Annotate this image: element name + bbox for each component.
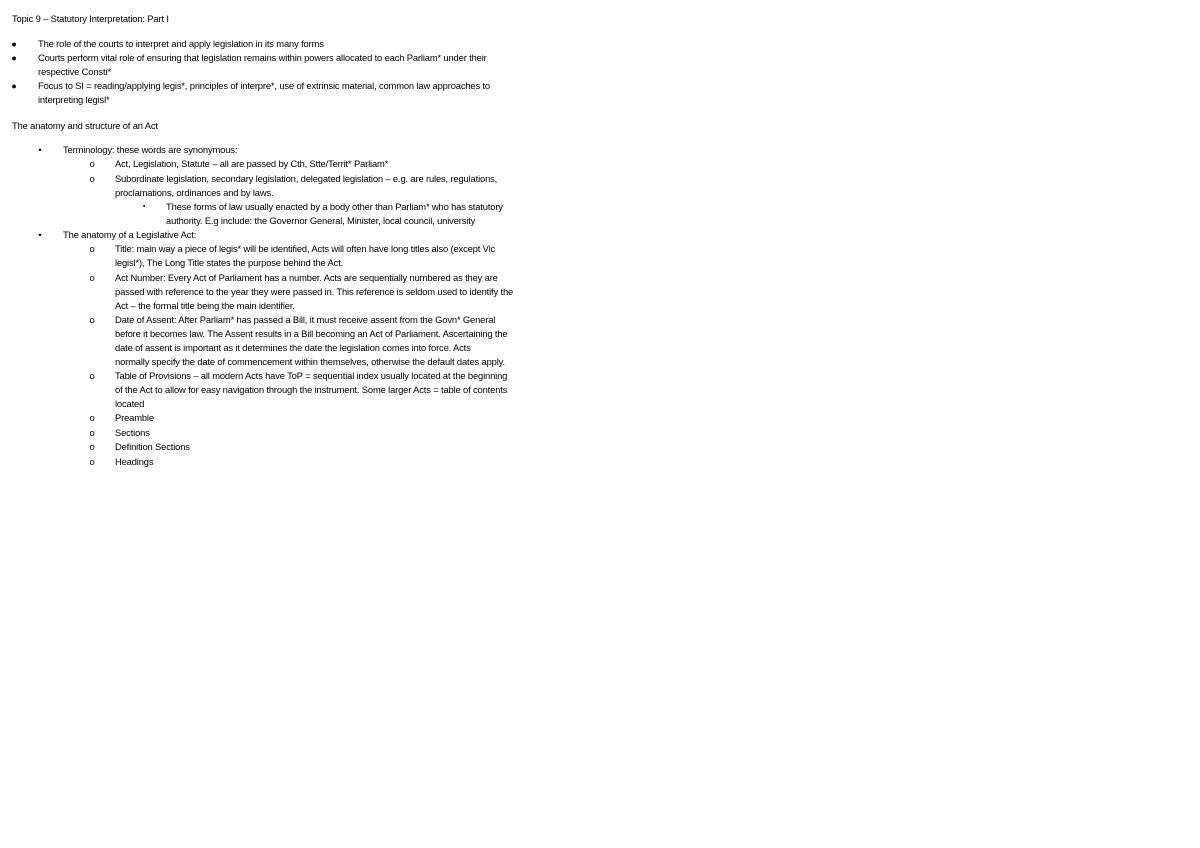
sub-bullet-text: Definition Sections (115, 441, 190, 452)
list-item-label: The anatomy of a Legislative Act: (63, 229, 197, 240)
sub-bullet-text: before it becomes law. The Assent results in a Bill becoming an Act of Parliament. Ascertaining the (115, 328, 508, 339)
sub-bullet-marker: o (89, 427, 95, 438)
sub-bullet-text: proclamations, ordinances and by laws. (115, 187, 274, 198)
bullet-text: interpreting legisl* (38, 94, 110, 105)
page-title: Topic 9 – Statutory Interpretation: Part I (12, 13, 169, 24)
sub-bullet-text: date of assent is important as it determines the date the legislation comes into force. Acts (115, 342, 471, 353)
sub-bullet-marker: o (89, 158, 95, 169)
bullet-marker: • (38, 144, 42, 155)
bullet-text: respective Consti* (38, 66, 111, 77)
sub-bullet-text: passed with reference to the year they were passed in. This reference is seldom used to identify the (115, 286, 514, 297)
sub-bullet-text: Subordinate legislation, secondary legislation, delegated legislation – e.g. are rules, regulations, (115, 173, 498, 184)
sub-bullet-text: legisl*), The Long Title states the purpose behind the Act. (115, 257, 344, 268)
sub-bullet-marker: o (89, 173, 95, 184)
sub-bullet-marker: o (89, 314, 95, 325)
sub-bullet-text: of the Act to allow for easy navigation through the instrument. Some larger Acts = table of contents (115, 384, 508, 395)
bullet-marker: ● (11, 81, 17, 91)
sub-bullet-text: Act, Legislation, Statute – all are passed by Cth, Stte/Territ* Parliam* (115, 158, 389, 169)
sub-bullet-text: Headings (115, 456, 154, 467)
bullet-text: The role of the courts to interpret and apply legislation in its many forms (38, 38, 324, 49)
sub-bullet-text: Date of Assent: After Parliam* has passed a Bill, it must receive assent from the Govn* General (115, 314, 496, 325)
sub-sub-bullet-text: authority. E.g include: the Governor General, Minister, local council, university (166, 215, 476, 226)
bullet-marker: • (38, 229, 42, 240)
sub-bullet-text: located (115, 398, 145, 409)
sub-sub-bullet-marker: ▪ (142, 203, 146, 210)
sub-bullet-text: Title: main way a piece of legis* will be identified, Acts will often have long titles also (except Vic (115, 243, 496, 254)
bullet-text: Focus to SI = reading/applying legis*, principles of interpre*, use of extrinsic material, common law approaches to (38, 80, 490, 91)
sub-bullet-marker: o (89, 412, 95, 423)
section-heading: The anatomy and structure of an Act (12, 120, 158, 131)
sub-bullet-marker: o (89, 243, 95, 254)
sub-bullet-text: Act Number: Every Act of Parliament has a number. Acts are sequentially numbered as they are (115, 272, 498, 283)
bullet-marker: ● (11, 39, 17, 49)
sub-bullet-marker: o (89, 456, 95, 467)
sub-bullet-marker: o (89, 370, 95, 381)
sub-sub-bullet-text: These forms of law usually enacted by a body other than Parliam* who has statutory (166, 201, 503, 212)
sub-bullet-marker: o (89, 272, 95, 283)
sub-bullet-text: normally specify the date of commencement within themselves, otherwise the default dates apply. (115, 356, 505, 367)
sub-bullet-marker: o (89, 441, 95, 452)
sub-bullet-text: Table of Provisions – all modern Acts have ToP = sequential index usually located at the beginning (115, 370, 508, 381)
list-item-label: Terminology: these words are synonymous: (63, 144, 238, 155)
sub-bullet-text: Preamble (115, 412, 154, 423)
bullet-marker: ● (11, 53, 17, 63)
sub-bullet-text: Sections (115, 427, 150, 438)
sub-bullet-text: Act – the formal title being the main identifier. (115, 300, 295, 311)
bullet-text: Courts perform vital role of ensuring that legislation remains within powers allocated to each Parliam* under their (38, 52, 487, 63)
